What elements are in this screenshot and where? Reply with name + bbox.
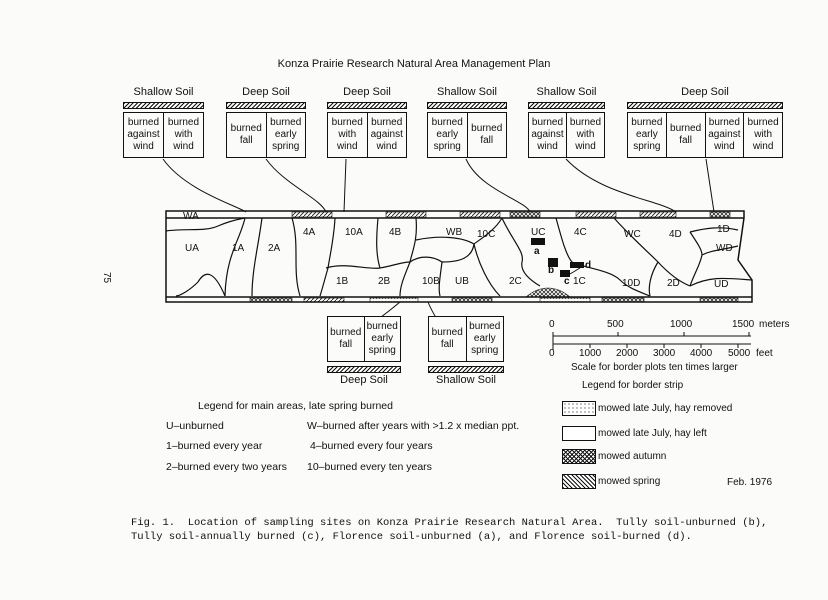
scale-feet-tick: 3000 [653, 348, 676, 359]
leader-line [266, 159, 326, 212]
treatment-box: burned with wind [167, 117, 200, 152]
site-label-b: b [548, 265, 555, 276]
region-label: WD [716, 243, 733, 254]
group-soil-label: Deep Soil [343, 86, 391, 98]
region-label: 10B [422, 276, 440, 287]
caption-line: Fig. 1. Location of sampling sites on Konza Prairie Research Natural Area. Tully soil-unburned (b), [131, 517, 768, 529]
region-label: 10C [477, 229, 496, 240]
treatment-box: burned against wind [529, 113, 567, 157]
legend-border-label: mowed autumn [598, 451, 667, 462]
swatch-dots [562, 401, 596, 416]
region-label: UA [185, 243, 199, 254]
map-title: Konza Prairie Research Natural Area Management Plan [277, 58, 551, 70]
region-label: WC [624, 229, 641, 240]
site-marker-d [570, 262, 584, 268]
legend-border-label: mowed spring [598, 476, 661, 487]
region-label: 4C [574, 227, 587, 238]
legend-main-item: W–burned after years with >1.2 x median ppt. [307, 420, 520, 432]
leader-line [566, 159, 676, 212]
border-strip-top [292, 212, 730, 217]
region-label: 2A [268, 243, 281, 254]
treatment-box: burned with wind [569, 117, 602, 152]
scale-feet-tick: 0 [549, 348, 555, 359]
leader-line [706, 159, 714, 212]
legend-main-item: 1–burned every year [166, 440, 263, 452]
region-label: UC [531, 227, 546, 238]
treatment-box: burned fall [667, 113, 706, 157]
treatment-box: burned early spring [366, 321, 398, 356]
page-number: 75 [101, 271, 113, 284]
scale-meters-unit: meters [759, 319, 790, 330]
scale-feet-unit: feet [756, 348, 773, 359]
leader-line [466, 159, 530, 212]
legend-border-item [562, 426, 707, 441]
bottom-group-2 [428, 316, 504, 386]
scale-note: Scale for border plots ten times larger [571, 362, 738, 373]
scale-meters-tick: 1500 [732, 319, 755, 330]
area-outline [166, 211, 752, 302]
region-label: 4D [669, 229, 682, 240]
border-strip-sample [428, 366, 504, 373]
leader-lines [163, 159, 714, 335]
region-label: WA [183, 211, 199, 222]
legend-border-item [562, 474, 660, 489]
bottom-group-1 [327, 316, 401, 386]
treatment-box: burned against wind [370, 117, 403, 152]
treatment-box: burned with wind [328, 113, 368, 157]
group-soil-label: Deep Soil [681, 86, 729, 98]
treatment-box: burned with wind [747, 117, 779, 152]
swatch-crosshatch [562, 449, 596, 464]
group-soil-label: Shallow Soil [436, 374, 496, 386]
legend-border-item [562, 449, 666, 464]
treatment-box: burned early spring [628, 113, 667, 157]
region-label: 1D [717, 224, 730, 235]
group-soil-label: Deep Soil [340, 374, 388, 386]
region-label: WB [446, 227, 463, 238]
site-label-c: c [564, 276, 570, 287]
legend-main-item: U–unburned [166, 420, 224, 432]
caption-line: Tully soil-annually burned (c), Florence soil-unburned (a), and Florence soil-burned (d). [131, 531, 692, 543]
leader-line [163, 159, 246, 212]
treatment-box: burned against wind [706, 113, 745, 157]
legend-main-title: Legend for main areas, late spring burned [198, 400, 393, 412]
scale-meters-tick: 0 [549, 319, 555, 330]
group-soil-label: Shallow Soil [437, 86, 497, 98]
map-date: Feb. 1976 [727, 477, 773, 488]
scale-feet-tick: 5000 [728, 348, 751, 359]
border-strip-sample [327, 366, 401, 373]
scale-feet-tick: 1000 [579, 348, 602, 359]
region-label: 2B [378, 276, 391, 287]
border-strip-bottom [250, 288, 738, 302]
scale-meters-tick: 1000 [670, 319, 693, 330]
legend-main-item: 10–burned every ten years [307, 461, 432, 473]
treatment-box: burned early spring [270, 117, 302, 152]
sampling-sites [531, 238, 584, 277]
figure-caption [131, 516, 767, 544]
treatment-box: burned early spring [428, 113, 468, 157]
treatment-box: burned fall [429, 317, 467, 361]
legend-border-label: mowed late July, hay left [598, 428, 707, 439]
treatment-box: burned against wind [124, 113, 164, 157]
leader-line [344, 159, 346, 212]
scale-feet-tick: 4000 [690, 348, 713, 359]
legend-main-item: 4–burned every four years [310, 440, 433, 452]
region-label: 2D [667, 278, 680, 289]
region-label: 4A [303, 227, 316, 238]
swatch-diagonal [562, 474, 596, 489]
treatment-box: burned fall [328, 317, 365, 361]
site-marker-a [531, 238, 545, 245]
swatch-plain [562, 426, 596, 441]
legend-main-item: 2–burned every two years [166, 461, 287, 473]
legend-border-label: mowed late July, hay removed [598, 403, 733, 414]
site-label-d: d [585, 260, 592, 271]
legend-border-item [562, 401, 732, 416]
region-label: UD [714, 279, 729, 290]
region-label: 4B [389, 227, 402, 238]
scale-meters-tick: 500 [607, 319, 624, 330]
region-label: 1C [573, 276, 586, 287]
scale-feet-tick: 2000 [616, 348, 639, 359]
treatment-box: burned early spring [469, 321, 501, 356]
region-label: 1A [232, 243, 245, 254]
legend-border-title: Legend for border strip [582, 380, 684, 391]
site-label-a: a [534, 246, 540, 257]
group-soil-label: Shallow Soil [133, 86, 194, 98]
region-label: 10D [622, 278, 641, 289]
region-label: UB [455, 276, 469, 287]
group-soil-label: Shallow Soil [536, 86, 597, 98]
region-label: 2C [509, 276, 522, 287]
region-label: 10A [345, 227, 363, 238]
group-soil-label: Deep Soil [242, 86, 290, 98]
treatment-box: burned fall [471, 123, 503, 146]
region-label: 1B [336, 276, 349, 287]
treatment-box: burned fall [227, 113, 267, 157]
